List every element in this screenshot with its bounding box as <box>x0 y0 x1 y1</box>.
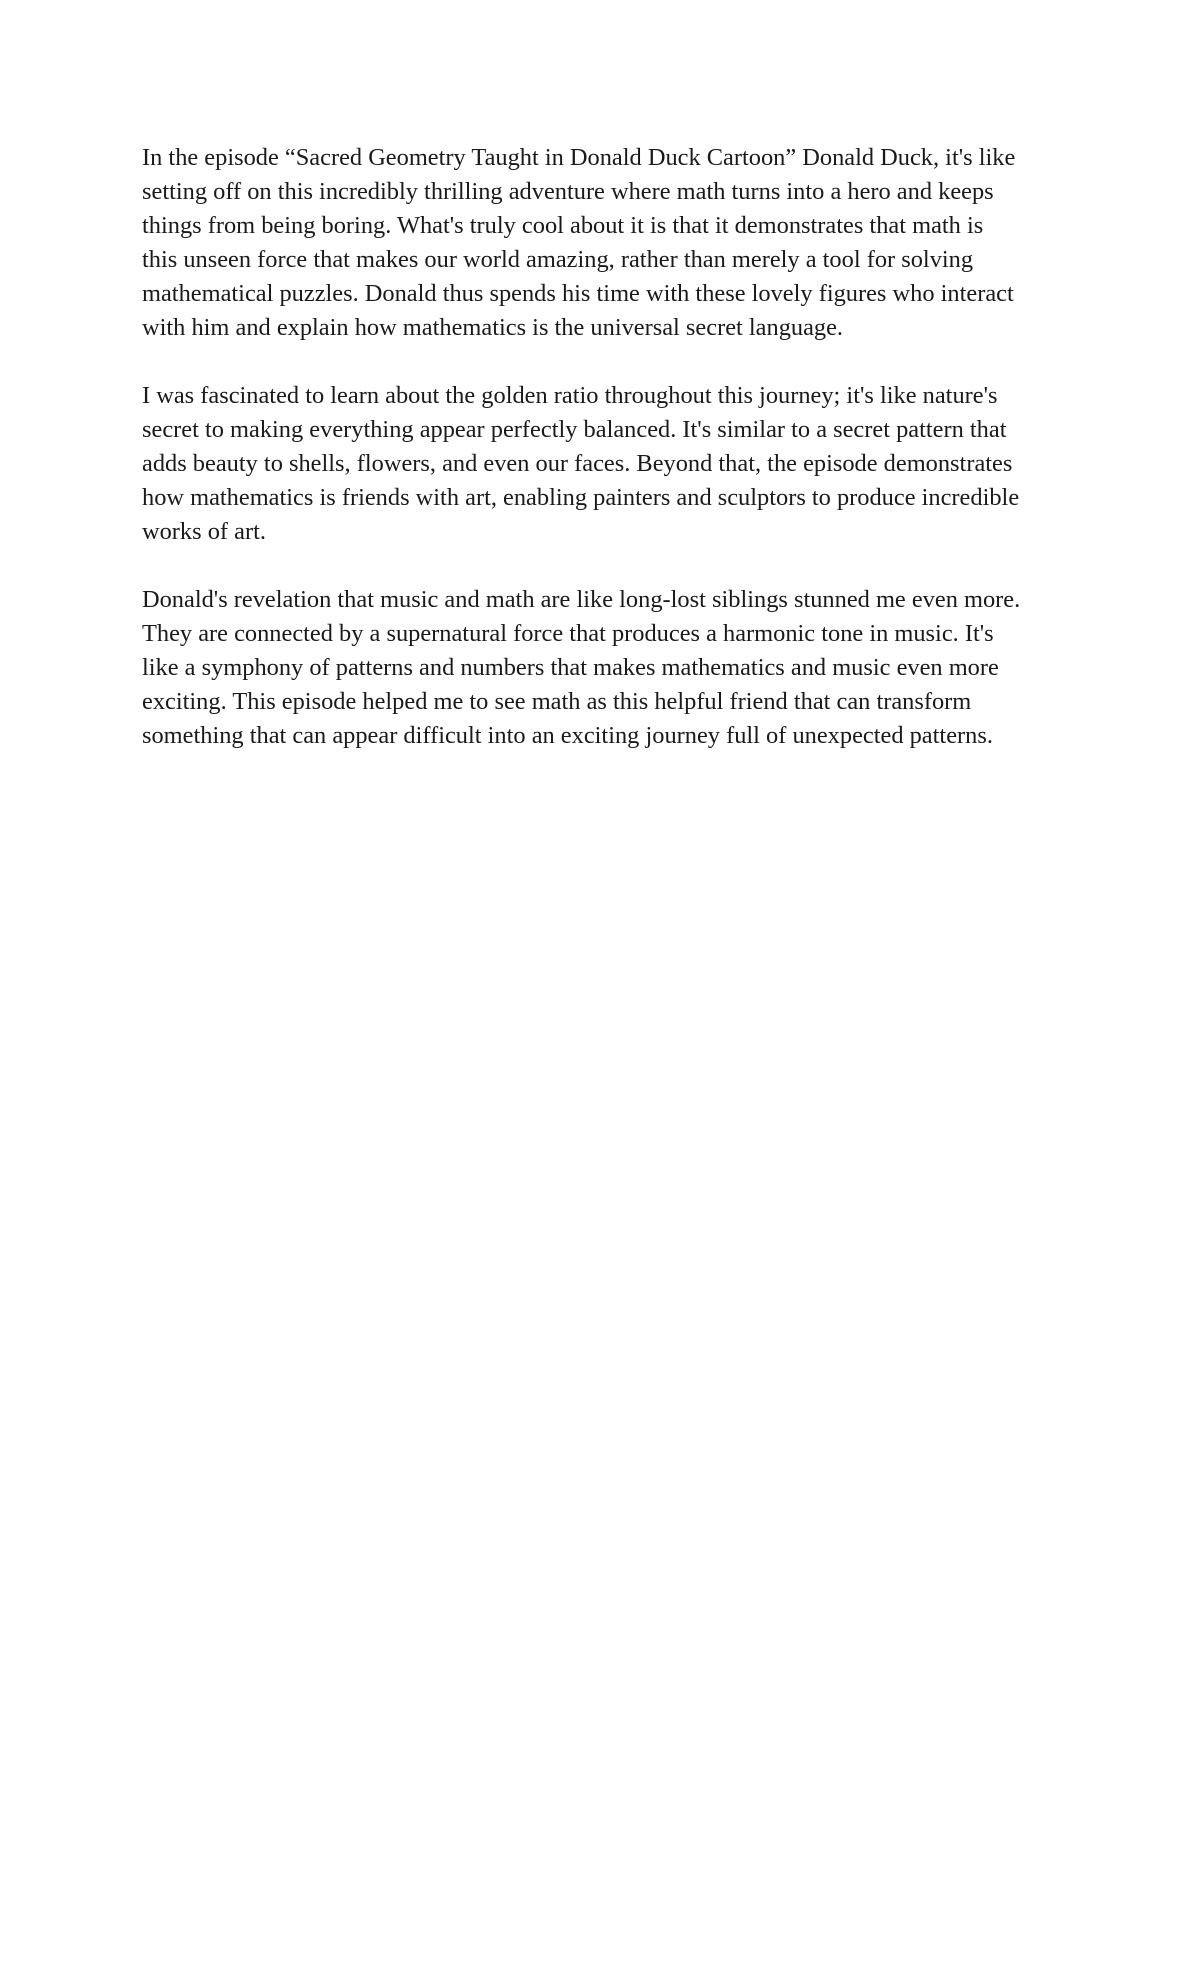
paragraph-line: Donald's revelation that music and math are like long-lost siblings stunned me even more. <box>142 586 1021 613</box>
document-body <box>142 141 1090 787</box>
paragraph-line: like a symphony of patterns and numbers that makes mathematics and music even more <box>142 654 999 681</box>
paragraph-line: adds beauty to shells, flowers, and even our faces. Beyond that, the episode demonstrates <box>142 450 1013 477</box>
paragraph-line: setting off on this incredibly thrilling adventure where math turns into a hero and keeps <box>142 178 994 205</box>
paragraph-line: things from being boring. What's truly cool about it is that it demonstrates that math is <box>142 212 984 239</box>
paragraph-2 <box>142 379 1090 549</box>
paragraph-1 <box>142 141 1090 345</box>
paragraph-line: In the episode “Sacred Geometry Taught in Donald Duck Cartoon” Donald Duck, it's like <box>142 144 1016 171</box>
paragraph-line: exciting. This episode helped me to see math as this helpful friend that can transform <box>142 688 972 715</box>
paragraph-line: how mathematics is friends with art, enabling painters and sculptors to produce incredible <box>142 484 1020 511</box>
paragraph-3 <box>142 583 1090 753</box>
paragraph-line: They are connected by a supernatural force that produces a harmonic tone in music. It's <box>142 620 994 647</box>
paragraph-line: I was fascinated to learn about the golden ratio throughout this journey; it's like nature's <box>142 382 998 409</box>
paragraph-line: works of art. <box>142 518 266 545</box>
paragraph-line: mathematical puzzles. Donald thus spends his time with these lovely figures who interact <box>142 280 1014 307</box>
paragraph-line: this unseen force that makes our world amazing, rather than merely a tool for solving <box>142 246 974 273</box>
paragraph-line: secret to making everything appear perfectly balanced. It's similar to a secret pattern that <box>142 416 1007 443</box>
paragraph-line: something that can appear difficult into an exciting journey full of unexpected patterns. <box>142 722 993 749</box>
paragraph-line: with him and explain how mathematics is the universal secret language. <box>142 314 844 341</box>
